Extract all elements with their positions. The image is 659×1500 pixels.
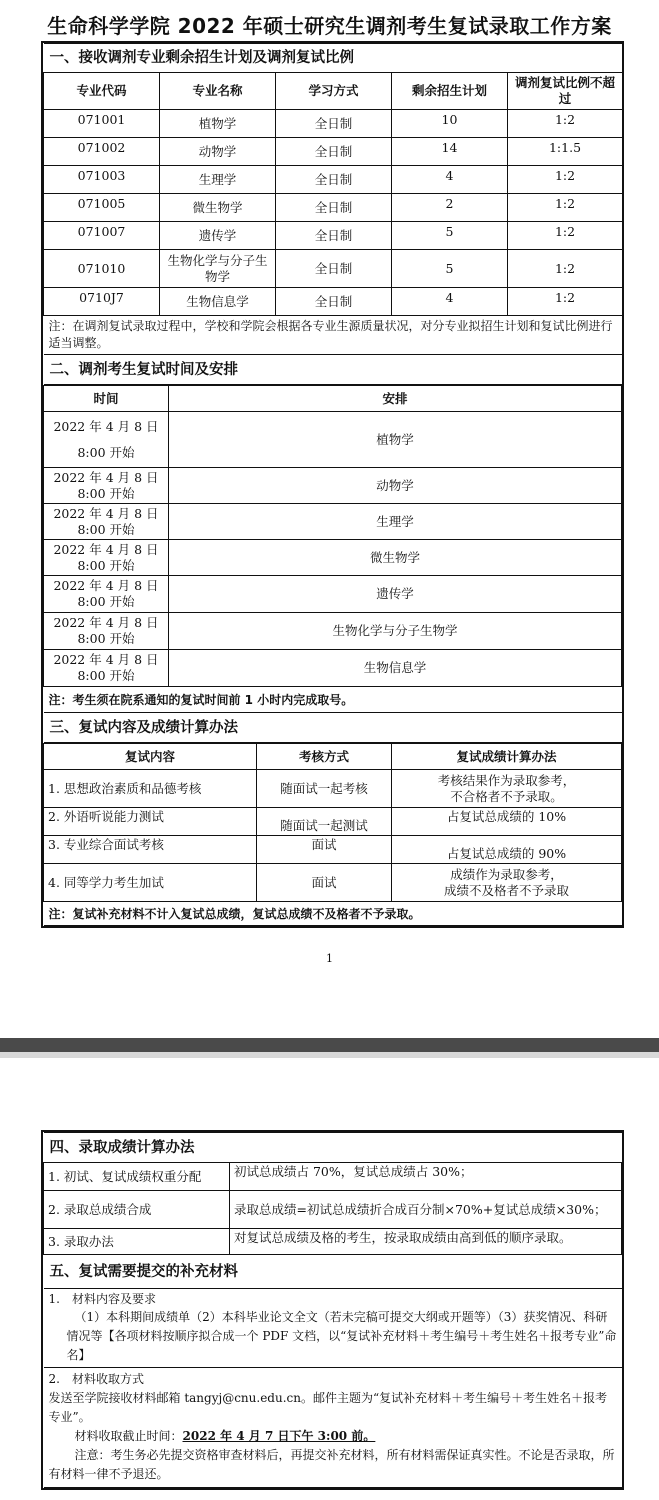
plan-box (41, 41, 624, 928)
plan-box-2 (41, 1130, 624, 1490)
time-cell: 2022 年 4 月 8 日 8:00 开始 (44, 468, 169, 504)
arrangement-cell: 生物信息学 (169, 650, 622, 687)
cell-mode: 全日制 (276, 250, 392, 288)
cell-mode: 全日制 (276, 288, 392, 316)
cell-ratio: 1:2 (508, 288, 623, 316)
table-row (44, 288, 623, 316)
materials-delivery (44, 1368, 622, 1488)
col-header: 专业代码 (44, 73, 160, 110)
item-cell: 2. 录取总成绩合成 (44, 1191, 230, 1229)
method-cell: 面试 (257, 836, 392, 864)
arrangement-cell: 生理学 (169, 504, 622, 540)
section4-heading: 四、录取成绩计算办法 (44, 1133, 622, 1163)
cell-plan: 10 (392, 110, 508, 138)
item2-title: 2. 材料收取方式 (48, 1372, 144, 1386)
table-row (44, 864, 622, 902)
section2-note: 注：考生须在院系通知的复试时间前 1 小时内完成取号。 (44, 687, 622, 713)
table-row (44, 1191, 622, 1229)
item1-title: 1. 材料内容及要求 (48, 1292, 156, 1306)
col-header: 复试成绩计算办法 (392, 744, 622, 770)
cell-ratio: 1:2 (508, 194, 623, 222)
desc-cell: 录取总成绩=初试总成绩折合成百分制×70%+复试总成绩×30%； (230, 1191, 622, 1229)
cell-code: 071003 (44, 166, 160, 194)
section2-heading: 二、调剂考生复试时间及安排 (44, 355, 623, 385)
cell-major: 生物化学与分子生物学 (160, 250, 276, 288)
time-cell: 2022 年 4 月 8 日 8:00 开始 (44, 504, 169, 540)
time-cell: 2022 年 4 月 8 日 8:00 开始 (44, 412, 169, 468)
desc-cell: 初试总成绩占 70%，复试总成绩占 30%； (230, 1163, 622, 1191)
cell-ratio: 1:2 (508, 166, 623, 194)
admission-table (43, 1132, 622, 1488)
cell-major: 动物学 (160, 138, 276, 166)
col-header: 安排 (169, 386, 622, 412)
page-number: 1 (326, 952, 333, 965)
page-title: 生命科学学院 2022 年硕士研究生调剂考生复试录取工作方案 (47, 14, 612, 38)
table-row (44, 504, 622, 540)
cell-ratio: 1:2 (508, 110, 623, 138)
table-row (44, 222, 623, 250)
deadline-label: 材料收取截止时间： (74, 1429, 183, 1443)
section3-note: 注：复试补充材料不计入复试总成绩，复试总成绩不及格者不予录取。 (44, 902, 622, 926)
table-row (44, 468, 622, 504)
cell-major: 遗传学 (160, 222, 276, 250)
cell-ratio: 1:1.5 (508, 138, 623, 166)
section3-heading: 三、复试内容及成绩计算办法 (44, 713, 622, 743)
notice-text: 注意：考生务必先提交资格审查材料后，再提交补充材料，所有材料需保证真实性。不论是否录取，所有材料一律不予退还。 (48, 1448, 615, 1481)
content-cell: 1. 思想政治素质和品德考核 (44, 770, 257, 808)
table-row (44, 836, 622, 864)
table-row (44, 138, 623, 166)
table-row (44, 1229, 622, 1255)
cell-plan: 5 (392, 222, 508, 250)
cell-code: 071007 (44, 222, 160, 250)
time-cell: 2022 年 4 月 8 日 8:00 开始 (44, 613, 169, 650)
section1-note: 注：在调剂复试录取过程中，学校和学院会根据各专业生源质量状况，对分专业拟招生计划和复试比例进行适当调整。 (44, 316, 623, 355)
cell-mode: 全日制 (276, 110, 392, 138)
cell-code: 071001 (44, 110, 160, 138)
cell-plan: 14 (392, 138, 508, 166)
cell-ratio: 1:2 (508, 250, 623, 288)
table-row (44, 250, 623, 288)
table-row (44, 650, 622, 687)
cell-major: 生理学 (160, 166, 276, 194)
retest-table (43, 743, 622, 926)
item-cell: 3. 录取办法 (44, 1229, 230, 1255)
cell-mode: 全日制 (276, 194, 392, 222)
schedule-table (43, 385, 622, 743)
page-separator (0, 1038, 659, 1052)
table-row (44, 576, 622, 613)
time-cell: 2022 年 4 月 8 日 8:00 开始 (44, 576, 169, 613)
table-row (44, 613, 622, 650)
plan-table (43, 43, 623, 385)
col-header: 复试内容 (44, 744, 257, 770)
table-row (44, 110, 623, 138)
section1-heading: 一、接收调剂专业剩余招生计划及调剂复试比例 (44, 44, 623, 73)
materials-content (44, 1289, 622, 1368)
content-cell: 2. 外语听说能力测试 (44, 808, 257, 836)
table-row (44, 540, 622, 576)
col-header: 剩余招生计划 (392, 73, 508, 110)
item-cell: 1. 初试、复试成绩权重分配 (44, 1163, 230, 1191)
table-row (44, 808, 622, 836)
table-row (44, 412, 622, 468)
item1-body: （1）本科期间成绩单（2）本科毕业论文全文（若未完稿可提交大纲或开题等）（3）获奖情况、科研情况等【各项材料按顺序拟合成一个 PDF 文档，以“复试补充材料＋考生编号＋考生姓名＋报考专业”命名】 (66, 1310, 617, 1362)
arrangement-cell: 生物化学与分子生物学 (169, 613, 622, 650)
arrangement-cell: 微生物学 (169, 540, 622, 576)
col-header: 考核方式 (257, 744, 392, 770)
arrangement-cell: 动物学 (169, 468, 622, 504)
cell-major: 微生物学 (160, 194, 276, 222)
deadline-value: 2022 年 4 月 7 日下午 3:00 前。 (182, 1429, 376, 1443)
cell-major: 生物信息学 (160, 288, 276, 316)
cell-code: 0710J7 (44, 288, 160, 316)
deadline-line (49, 1427, 617, 1446)
table-row (44, 770, 622, 808)
cell-plan: 5 (392, 250, 508, 288)
desc-cell: 对复试总成绩及格的考生，按录取成绩由高到低的顺序录取。 (230, 1229, 622, 1255)
section5-heading: 五、复试需要提交的补充材料 (44, 1255, 622, 1289)
col-header: 专业名称 (160, 73, 276, 110)
table-row (44, 166, 623, 194)
arrangement-cell: 植物学 (169, 412, 622, 468)
time-cell: 2022 年 4 月 8 日 8:00 开始 (44, 540, 169, 576)
method-cell: 面试 (257, 864, 392, 902)
cell-code: 071010 (44, 250, 160, 288)
score-cell: 成绩作为录取参考， 成绩不及格者不予录取 (392, 864, 622, 902)
method-cell: 随面试一起测试 (257, 808, 392, 836)
cell-ratio: 1:2 (508, 222, 623, 250)
cell-code: 071005 (44, 194, 160, 222)
cell-plan: 2 (392, 194, 508, 222)
col-header: 时间 (44, 386, 169, 412)
score-cell: 考核结果作为录取参考， 不合格者不予录取。 (392, 770, 622, 808)
cell-plan: 4 (392, 166, 508, 194)
table-row (44, 194, 623, 222)
method-cell: 随面试一起考核 (257, 770, 392, 808)
col-header: 调剂复试比例不超过 (508, 73, 623, 110)
cell-mode: 全日制 (276, 166, 392, 194)
cell-code: 071002 (44, 138, 160, 166)
item2-body: 发送至学院接收材料邮箱 tangyj@cnu.edu.cn。邮件主题为“复试补充材料＋考生编号＋考生姓名＋报考专业”。 (48, 1391, 608, 1424)
content-cell: 4. 同等学力考生加试 (44, 864, 257, 902)
time-cell: 2022 年 4 月 8 日 8:00 开始 (44, 650, 169, 687)
score-cell: 占复试总成绩的 90% (392, 836, 622, 864)
col-header: 学习方式 (276, 73, 392, 110)
page-2 (0, 1058, 659, 1500)
score-cell: 占复试总成绩的 10% (392, 808, 622, 836)
cell-mode: 全日制 (276, 138, 392, 166)
cell-mode: 全日制 (276, 222, 392, 250)
content-cell: 3. 专业综合面试考核 (44, 836, 257, 864)
cell-major: 植物学 (160, 110, 276, 138)
cell-plan: 4 (392, 288, 508, 316)
arrangement-cell: 遗传学 (169, 576, 622, 613)
table-row (44, 1163, 622, 1191)
